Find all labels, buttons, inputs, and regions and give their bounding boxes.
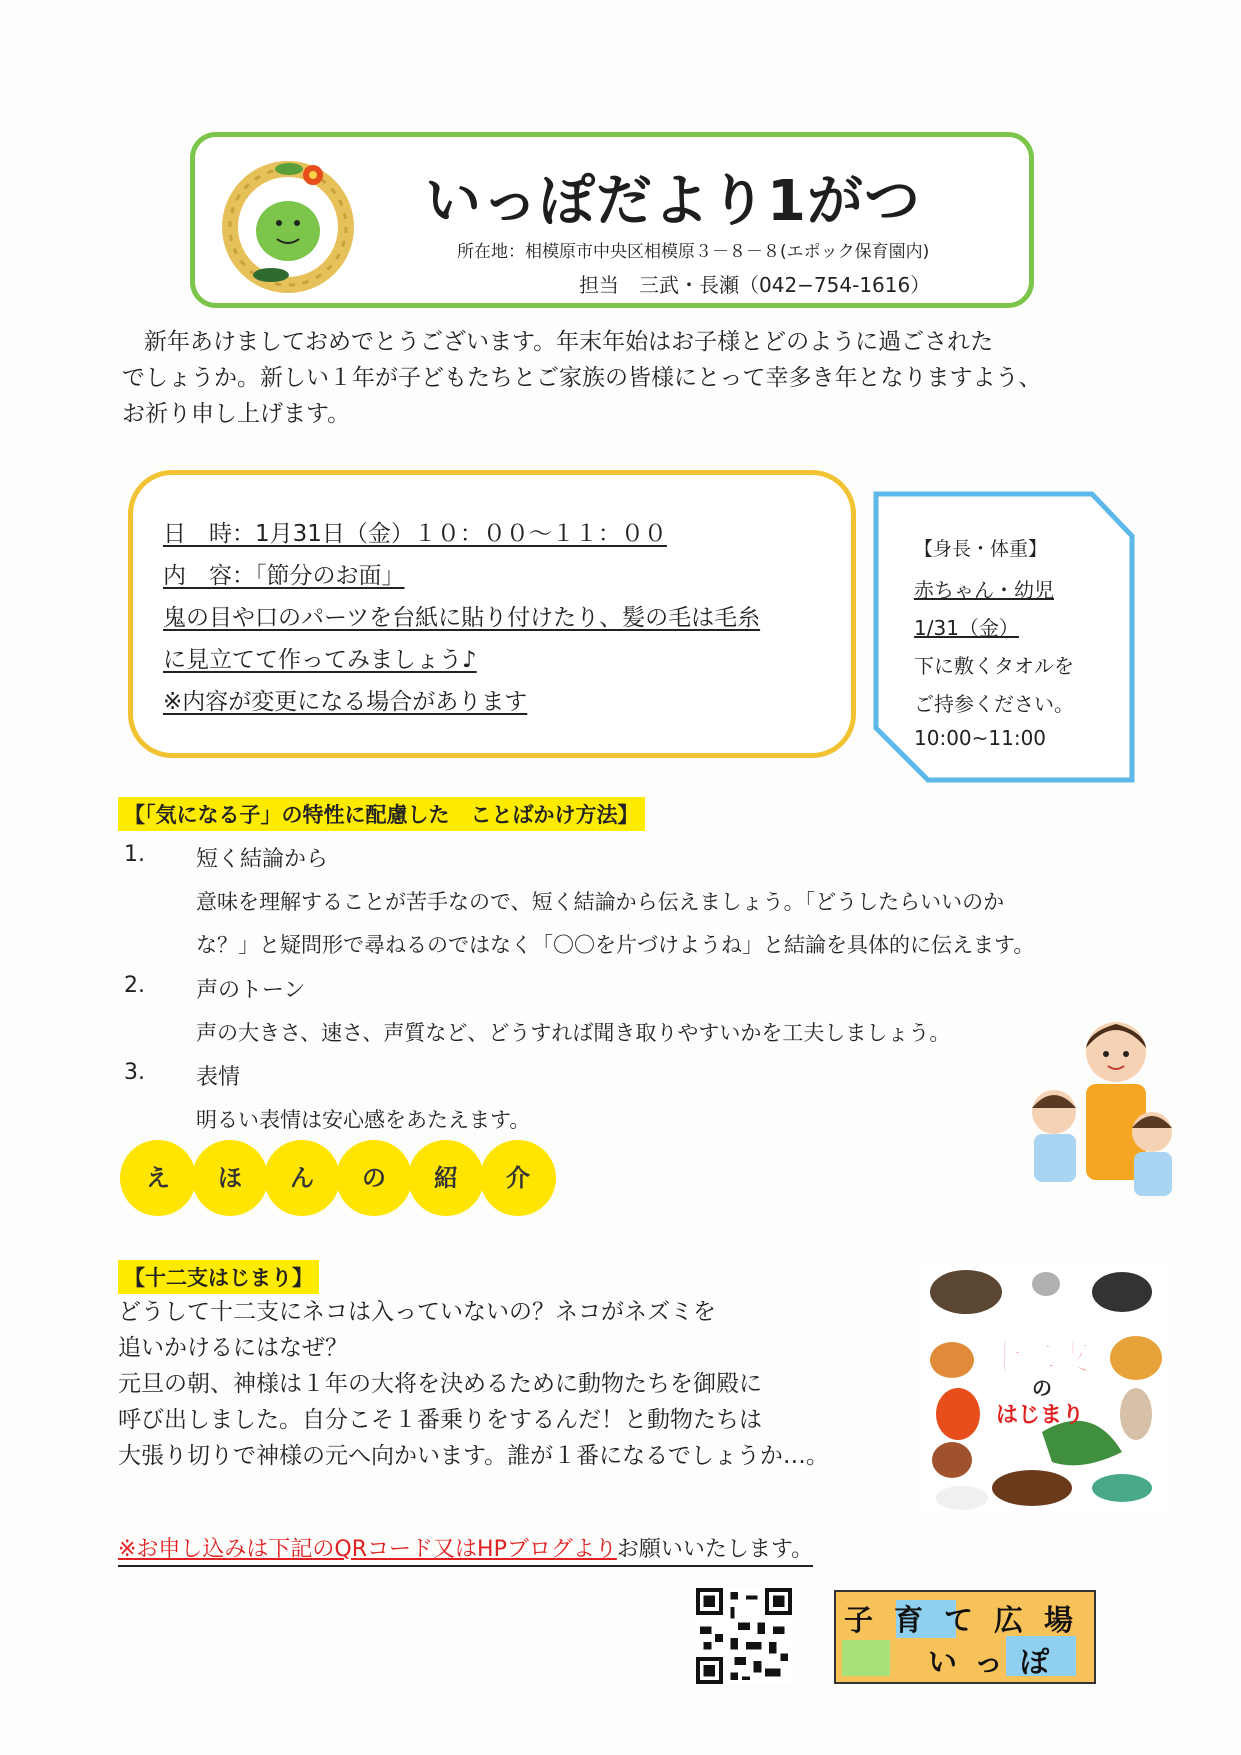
event-box <box>128 470 856 758</box>
header-box <box>190 132 1034 308</box>
measure-box <box>872 488 1136 784</box>
book-cover-title: はじまり <box>996 1403 1085 1428</box>
event-note: ※内容が変更になる場合があります <box>163 689 528 715</box>
tips-heading: 【「気になる子」の特性に配慮した ことばかけ方法】 <box>118 797 645 831</box>
tip-text: 声の大きさ、速さ、声質など、どうすれば聞き取りやすいかを工夫しましょう。 <box>196 1021 951 1045</box>
tip-title: 声のトーン <box>196 978 306 1003</box>
ehon-circle: 介 <box>480 1140 556 1216</box>
address-text: 所在地：相模原市中央区相模原３－８－８(エポック保育園内) <box>457 242 930 262</box>
book-line: 追いかけるにはなぜ？ <box>118 1335 348 1361</box>
logo-char: っ <box>974 1645 1004 1679</box>
book-line: 大張り切りで神様の元へ向かいます。誰が１番になるでしょうか…。 <box>118 1443 829 1469</box>
notice-text: お願いいたします。 <box>616 1537 814 1562</box>
notice-red-text[interactable]: ※お申し込みは下記のQRコード又はHPブログより <box>118 1537 617 1562</box>
book-line: どうして十二支にネコは入っていないの？ネコがネズミを <box>118 1299 716 1325</box>
greeting-paragraph <box>122 324 1042 432</box>
book-description <box>118 1294 829 1474</box>
logo-char: 子 <box>844 1603 874 1637</box>
measure-instruction: ご持参ください。 <box>914 692 1074 716</box>
greeting-line: お祈り申し上げます。 <box>122 401 351 427</box>
measure-target: 赤ちゃん・幼児 <box>914 578 1054 602</box>
teacher-children-illustration <box>1004 1012 1194 1212</box>
measure-title: 【身長・体重】 <box>914 538 1048 560</box>
contact-text: 担当 三武・長瀬（042−754-1616） <box>579 273 931 297</box>
logo-char: 育 <box>894 1603 924 1637</box>
book-line: 呼び出しました。自分こそ１番乗りをするんだ！と動物たちは <box>118 1407 762 1433</box>
measure-date: 1/31（金） <box>914 616 1019 640</box>
logo-char: て <box>944 1603 974 1637</box>
event-datetime: 日 時：1月31日（金）１０：００～１１：００ <box>163 521 667 547</box>
newsletter-title: いっぽだより1がつ <box>425 169 921 234</box>
tip-text: 意味を理解することが苦手なので、短く結論から伝えましょう。「どうしたらいいのか <box>196 890 1005 914</box>
wreath-frog-icon <box>213 147 363 297</box>
book-cover-title: の <box>1032 1376 1052 1400</box>
measure-instruction: 下に敷くタオルを <box>914 654 1074 678</box>
ehon-circle: え <box>120 1140 196 1216</box>
event-description: 鬼の目や口のパーツを台紙に貼り付けたり、髪の毛は毛糸 <box>163 605 761 631</box>
tip-title: 短く結論から <box>196 847 329 872</box>
tip-title: 表情 <box>196 1065 241 1090</box>
event-content: 内 容：「節分のお面」 <box>163 563 405 589</box>
measure-time: 10:00~11:00 <box>914 726 1047 750</box>
book-line: 元旦の朝、神様は１年の大将を決めるために動物たちを御殿に <box>118 1371 762 1397</box>
tip-number: 3. <box>124 1060 145 1085</box>
logo-char: 広 <box>994 1603 1024 1637</box>
tip-number: 1. <box>124 842 145 867</box>
tip-text: 明るい表情は安心感をあたえます。 <box>196 1108 531 1132</box>
kosodate-hiroba-ippo-logo <box>834 1590 1096 1684</box>
tip-number: 2. <box>124 973 145 998</box>
ehon-circle: の <box>336 1140 412 1216</box>
book-cover <box>922 1262 1168 1512</box>
book-cover-title: 十二支 <box>988 1338 1090 1378</box>
event-description: に見立てて作ってみましょう♪ <box>163 647 477 673</box>
tip-text: な？」と疑問形で尋ねるのではなく「〇〇を片づけようね」と結論を具体的に伝えます。 <box>196 933 1035 957</box>
book-heading: 【十二支はじまり】 <box>118 1260 319 1294</box>
greeting-line: 新年あけましておめでとうございます。年末年始はお子様とどのように過ごされた <box>144 329 994 355</box>
ehon-circle: ん <box>264 1140 340 1216</box>
application-notice <box>118 1532 813 1567</box>
ehon-circle: 紹 <box>408 1140 484 1216</box>
greeting-line: でしょうか。新しい１年が子どもたちとご家族の皆様にとって幸多き年となりますよう、 <box>122 365 1042 391</box>
qr-code-icon[interactable] <box>696 1588 792 1684</box>
logo-char: 場 <box>1044 1603 1074 1637</box>
ehon-circle: ほ <box>192 1140 268 1216</box>
logo-char: ぽ <box>1020 1645 1050 1679</box>
logo-char: い <box>928 1645 958 1679</box>
